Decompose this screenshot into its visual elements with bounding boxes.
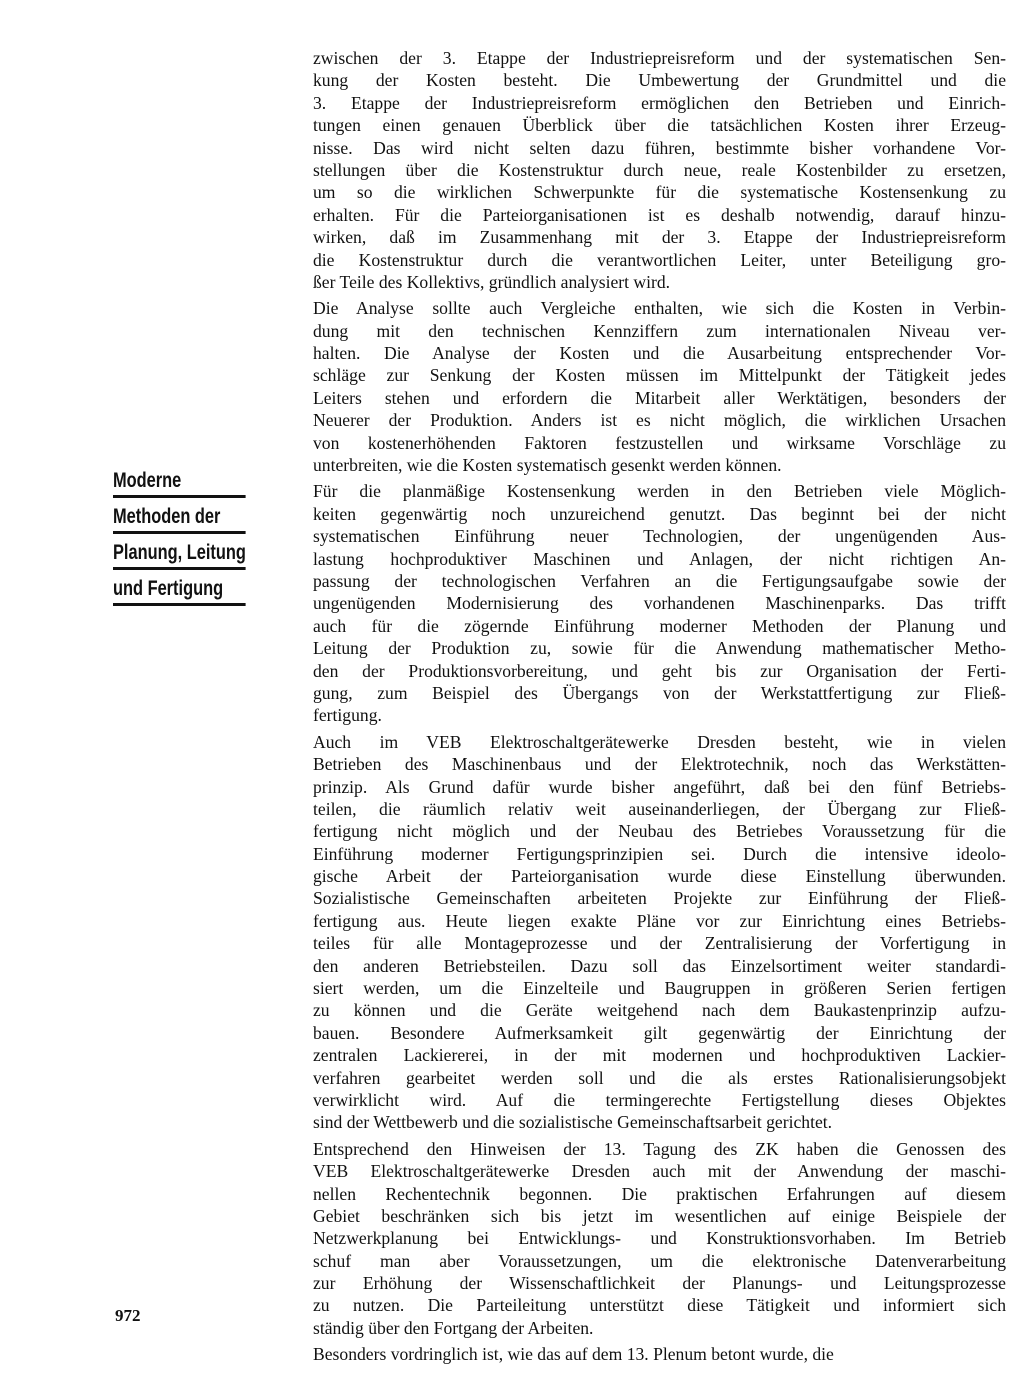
text-line: zu können und die Geräte weitgehend nach dem Baukastenprinzip aufzu- — [313, 1000, 1006, 1021]
paragraph — [313, 1343, 1006, 1365]
text-line: um so die wirklichen Schwerpunkte für die systematische Kostensenkung zu — [313, 182, 1006, 203]
text-line: halten. Die Analyse der Kosten und die Ausarbeitung entsprechender Vor- — [313, 343, 1006, 364]
text-line: zu nutzen. Die Parteileitung unterstützt diese Tätigkeit und informiert sich — [313, 1295, 1006, 1316]
text-line: teiles für alle Montageprozesse und der Zentralisierung der Vorfertigung in — [313, 933, 1006, 954]
text-line: verwirklicht wird. Auf die termingerechte Fertigstellung dieses Objektes — [313, 1089, 1006, 1110]
text-line: Neuerer der Produktion. Anders ist es nicht möglich, die wirklichen Ursachen — [313, 410, 1006, 431]
text-line: schuf man aber Voraussetzungen, um die elektronische Datenverarbeitung — [313, 1250, 1006, 1271]
text-line: nisse. Das wird nicht selten dazu führen, bestimmte bisher vorhandene Vor- — [313, 137, 1006, 158]
text-line: zentralen Lackiererei, in der mit modernen und hochproduktiven Lackier- — [313, 1045, 1006, 1066]
text-line: zwischen der 3. Etappe der Industriepreisreform und der systematischen Sen- — [313, 48, 1006, 68]
text-line: auch für die zögernde Einführung moderner Methoden der Planung und — [313, 615, 1006, 636]
sidebar-heading-line: Planung, Leitung — [113, 542, 246, 570]
text-line: verfahren gearbeitet werden soll und die als erstes Rationalisierungsobjekt — [313, 1067, 1006, 1088]
text-line: tungen einen genauen Überblick über die tatsächlichen Kosten ihrer Erzeug- — [313, 115, 1006, 136]
paragraph — [313, 1138, 1006, 1340]
body-text-column — [313, 47, 1006, 1366]
text-line: 3. Etappe der Industriepreisreform ermöglichen den Betrieben und Einrich- — [313, 92, 1006, 113]
paragraph — [313, 480, 1006, 726]
text-line: zur Erhöhung der Wissenschaftlichkeit der Planungs- und Leitungsprozesse — [313, 1273, 1006, 1294]
text-line: stellungen über die Kostenstruktur durch neue, reale Kostenbilder zu ersetzen, — [313, 159, 1006, 180]
sidebar-heading — [113, 470, 283, 614]
text-line: ungenügenden Modernisierung des vorhandenen Maschinenparks. Das trifft — [313, 593, 1006, 614]
text-line: fertigung aus. Heute liegen exakte Pläne vor zur Einrichtung eines Betriebs- — [313, 910, 1006, 931]
text-line: erhalten. Für die Parteiorganisationen ist es deshalb notwendig, darauf hinzu- — [313, 204, 1006, 225]
text-line: passung der technologischen Verfahren an die Fertigungsaufgabe sowie der — [313, 570, 1006, 591]
text-line: die Kostenstruktur durch die verantwortlichen Leiter, unter Beteiligung gro- — [313, 249, 1006, 270]
text-line: Leitung der Produktion zu, sowie für die Anwendung mathematischer Metho- — [313, 638, 1006, 659]
text-line: Die Analyse sollte auch Vergleiche enthalten, wie sich die Kosten in Verbin- — [313, 298, 1006, 319]
paragraph — [313, 47, 1006, 293]
text-line: nellen Rechentechnik begonnen. Die praktischen Erfahrungen auf diesem — [313, 1183, 1006, 1204]
page-number: 972 — [115, 1306, 141, 1325]
text-line: Leiters stehen und erfordern die Mitarbeit aller Werktätigen, besonders der — [313, 387, 1006, 408]
text-line: Netzwerkplanung bei Entwicklungs- und Konstruktionsvorhaben. Im Betrieb — [313, 1228, 1006, 1249]
text-line: Betrieben des Maschinenbaus und der Elektrotechnik, noch das Werkstätten- — [313, 754, 1006, 775]
paragraph — [313, 297, 1006, 476]
text-line: sind der Wettbewerb und die sozialistische Gemeinschaftsarbeit gerichtet. — [313, 1112, 833, 1133]
sidebar-heading-line: und Fertigung — [113, 578, 246, 606]
text-line: Sozialistische Gemeinschaften arbeiteten Projekte zur Einführung der Fließ- — [313, 888, 1006, 909]
text-line: ständig über den Fortgang der Arbeiten. — [313, 1317, 594, 1338]
text-line: Besonders vordringlich ist, wie das auf dem 13. Plenum betont wurde, die — [313, 1344, 834, 1365]
text-line: schläge zur Senkung der Kosten müssen im Mittelpunkt der Tätigkeit jedes — [313, 365, 1006, 386]
text-line: von kostenerhöhenden Faktoren festzustellen und wirksame Vorschläge zu — [313, 432, 1006, 453]
text-line: den der Produktionsvorbereitung, und geht bis zur Organisation der Ferti- — [313, 660, 1006, 681]
text-line: wirken, daß im Zusammenhang mit der 3. Etappe der Industriepreisreform — [313, 227, 1006, 248]
text-line: keiten gegenwärtig noch unzureichend genutzt. Das beginnt bei der nicht — [313, 503, 1006, 524]
text-line: unterbreiten, wie die Kosten systematisch gesenkt werden können. — [313, 455, 782, 476]
text-line: fertigung nicht möglich und der Neubau des Betriebes Voraussetzung für die — [313, 821, 1006, 842]
text-line: siert werden, um die Einzelteile und Baugruppen in größeren Serien fertigen — [313, 978, 1006, 999]
text-line: teilen, die räumlich relativ weit auseinanderliegen, der Übergang zur Fließ- — [313, 798, 1006, 819]
text-line: Einführung moderner Fertigungsprinzipien sei. Durch die intensive ideolo- — [313, 843, 1006, 864]
text-line: systematischen Einführung neuer Technologien, der ungenügenden Aus- — [313, 526, 1006, 547]
text-line: VEB Elektroschaltgerätewerke Dresden auch mit der Anwendung der maschi- — [313, 1161, 1006, 1182]
text-line: Auch im VEB Elektroschaltgerätewerke Dresden besteht, wie in vielen — [313, 731, 1006, 752]
text-line: fertigung. — [313, 705, 382, 726]
text-line: gung, zum Beispiel des Übergangs von der Werkstattfertigung zur Fließ- — [313, 682, 1006, 703]
text-line: bauen. Besondere Aufmerksamkeit gilt gegenwärtig der Einrichtung der — [313, 1022, 1006, 1043]
text-line: prinzip. Als Grund dafür wurde bisher angeführt, daß bei den fünf Betriebs- — [313, 776, 1006, 797]
text-line: Gebiet beschränken sich bis jetzt im wesentlichen auf einige Beispiele der — [313, 1205, 1006, 1226]
text-line: kung der Kosten besteht. Die Umbewertung der Grundmittel und die — [313, 70, 1006, 91]
text-line: dung mit den technischen Kennziffern zum internationalen Niveau ver- — [313, 320, 1006, 341]
text-line: ßer Teile des Kollektivs, gründlich analysiert wird. — [313, 271, 671, 292]
text-line: Für die planmäßige Kostensenkung werden in den Betrieben viele Möglich- — [313, 481, 1006, 502]
text-line: den anderen Betriebsteilen. Dazu soll das Einzelsortiment weiter standardi- — [313, 955, 1006, 976]
text-line: Entsprechend den Hinweisen der 13. Tagung des ZK haben die Genossen des — [313, 1138, 1006, 1159]
sidebar-heading-line: Methoden der — [113, 506, 246, 534]
text-line: gische Arbeit der Parteiorganisation wurde diese Einstellung überwunden. — [313, 866, 1006, 887]
sidebar-heading-line: Moderne — [113, 470, 246, 498]
paragraph — [313, 731, 1006, 1134]
text-line: lastung hochproduktiver Maschinen und Anlagen, der nicht richtigen An- — [313, 548, 1006, 569]
